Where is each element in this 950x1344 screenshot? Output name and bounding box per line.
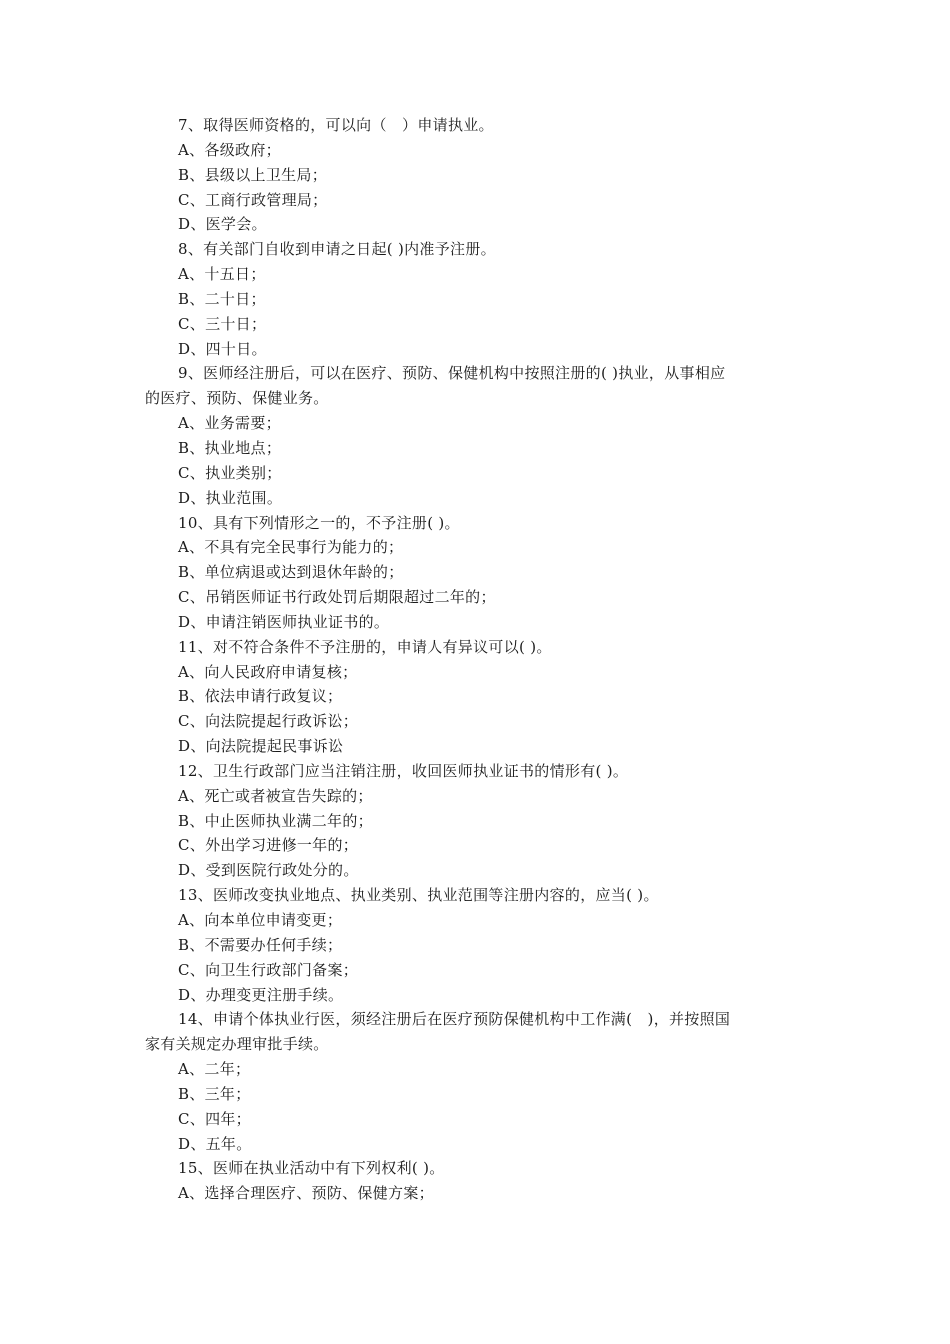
option-a: A、向本单位申请变更； bbox=[178, 911, 343, 929]
option-d: D、四十日。 bbox=[178, 339, 267, 358]
document-page bbox=[0, 113, 950, 1206]
option-d: D、申请注销医师执业证书的。 bbox=[178, 612, 390, 631]
question-text: 10、具有下列情形之一的，不予注册( )。 bbox=[178, 513, 460, 532]
question-15 bbox=[0, 1156, 950, 1206]
question-text: 8、有关部门自收到申请之日起( )内准予注册。 bbox=[178, 240, 496, 259]
option-b: B、依法申请行政复议； bbox=[178, 687, 343, 706]
question-11 bbox=[0, 635, 950, 759]
option-a: A、死亡或者被宣告失踪的； bbox=[178, 786, 373, 805]
option-a: A、二年； bbox=[178, 1060, 251, 1079]
question-text: 14、申请个体执业行医，须经注册后在医疗预防保健机构中工作满( )，并按照国 bbox=[178, 1010, 731, 1029]
question-12 bbox=[0, 759, 950, 883]
option-a: A、不具有完全民事行为能力的； bbox=[178, 538, 404, 557]
question-9 bbox=[0, 361, 950, 510]
option-d: D、受到医院行政处分的。 bbox=[178, 861, 359, 880]
question-10 bbox=[0, 511, 950, 635]
option-b: B、二十日； bbox=[178, 289, 266, 308]
question-text: 7、取得医师资格的，可以向（ ）申请执业。 bbox=[178, 116, 494, 134]
option-c: C、三十日； bbox=[178, 314, 267, 333]
option-b: B、不需要办任何手续； bbox=[178, 935, 343, 954]
option-b: B、执业地点； bbox=[178, 438, 282, 457]
option-b: B、县级以上卫生局； bbox=[178, 165, 328, 184]
option-b: B、中止医师执业满二年的； bbox=[178, 811, 373, 830]
question-7 bbox=[0, 113, 950, 237]
option-b: B、单位病退或达到退休年龄的； bbox=[178, 563, 404, 582]
question-14 bbox=[0, 1007, 950, 1156]
option-c: C、四年； bbox=[178, 1109, 251, 1128]
option-c: C、外出学习进修一年的； bbox=[178, 836, 359, 855]
option-c: C、向法院提起行政诉讼； bbox=[178, 712, 359, 731]
option-a: A、各级政府； bbox=[178, 140, 281, 159]
question-text: 15、医师在执业活动中有下列权利( )。 bbox=[178, 1159, 445, 1178]
question-text-continued: 的医疗、预防、保健业务。 bbox=[145, 389, 329, 408]
question-text: 13、医师改变执业地点、执业类别、执业范围等注册内容的，应当( )。 bbox=[178, 886, 659, 905]
option-a: A、业务需要； bbox=[178, 414, 281, 433]
option-d: D、向法院提起民事诉讼 bbox=[178, 737, 344, 756]
option-c: C、工商行政管理局； bbox=[178, 190, 328, 209]
option-c: C、向卫生行政部门备案； bbox=[178, 960, 359, 979]
question-text: 12、卫生行政部门应当注销注册，收回医师执业证书的情形有( )。 bbox=[178, 761, 629, 780]
option-c: C、执业类别； bbox=[178, 463, 282, 482]
question-text: 9、医师经注册后，可以在医疗、预防、保健机构中按照注册的( )执业，从事相应 bbox=[178, 364, 726, 383]
option-a: A、选择合理医疗、预防、保健方案； bbox=[178, 1184, 434, 1203]
option-a: A、向人民政府申请复核； bbox=[178, 662, 358, 681]
option-b: B、三年； bbox=[178, 1084, 251, 1103]
option-d: D、办理变更注册手续。 bbox=[178, 985, 344, 1004]
option-d: D、执业范围。 bbox=[178, 488, 283, 507]
option-d: D、五年。 bbox=[178, 1134, 252, 1153]
option-c: C、吊销医师证书行政处罚后期限超过二年的； bbox=[178, 588, 496, 607]
question-text: 11、对不符合条件不予注册的，申请人有异议可以( )。 bbox=[178, 637, 552, 656]
option-d: D、医学会。 bbox=[178, 215, 267, 234]
option-a: A、十五日； bbox=[178, 265, 266, 284]
question-text-continued: 家有关规定办理审批手续。 bbox=[145, 1035, 329, 1054]
question-13 bbox=[0, 883, 950, 1007]
question-8 bbox=[0, 237, 950, 361]
